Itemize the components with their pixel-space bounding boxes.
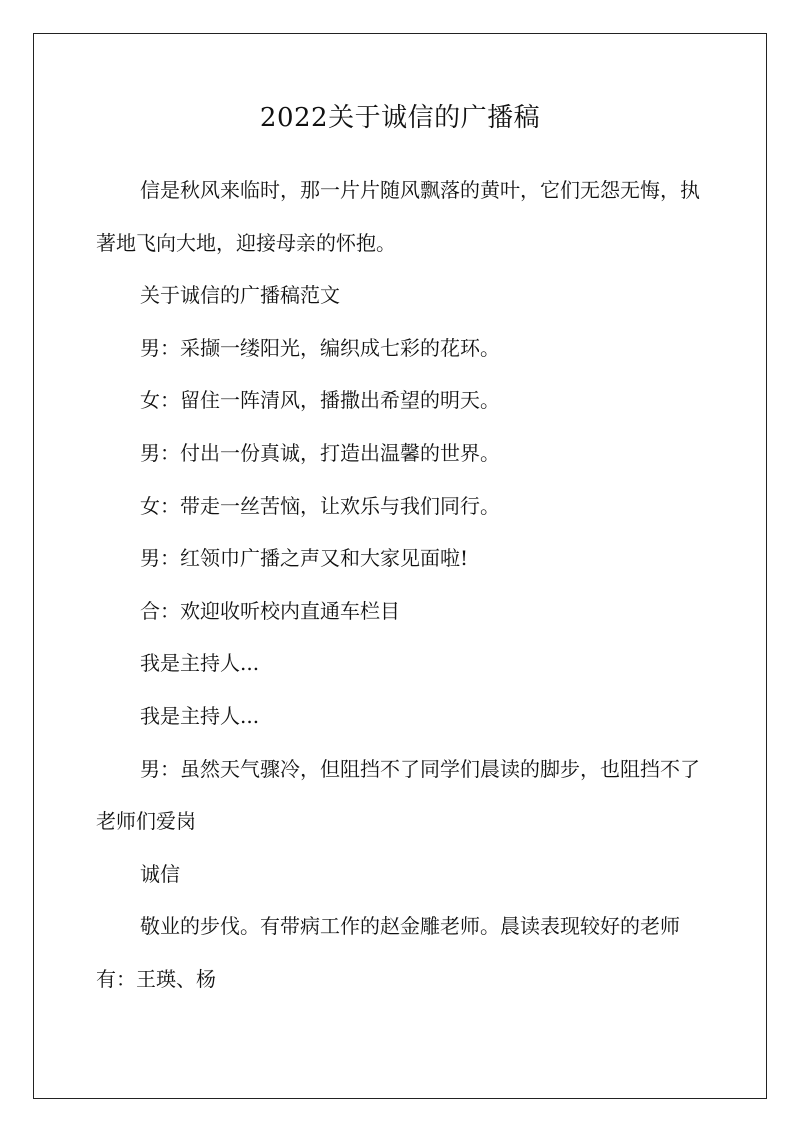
document-body [96, 164, 716, 1006]
paragraph: 男：付出一份真诚，打造出温馨的世界。 [140, 440, 500, 465]
paragraph: 合：欢迎收听校内直通车栏目 [140, 598, 400, 623]
paragraph: 信是秋风来临时，那一片片随风飘落的黄叶，它们无怨无悔，执著地飞向大地，迎接母亲的怀抱。 [96, 178, 700, 255]
paragraph: 诚信 [140, 861, 180, 886]
paragraph: 男：红领巾广播之声又和大家见面啦! [140, 546, 469, 571]
paragraph: 敬业的步伐。有带病工作的赵金雕老师。晨读表现较好的老师有：王瑛、杨 [96, 914, 680, 991]
paragraph: 女：带走一丝苦恼，让欢乐与我们同行。 [140, 493, 500, 518]
paragraph: 男：虽然天气骤冷，但阻挡不了同学们晨读的脚步，也阻挡不了老师们爱岗 [96, 756, 700, 834]
paragraph: 我是主持人... [140, 651, 260, 676]
paragraph: 男：采撷一缕阳光，编织成七彩的花环。 [140, 335, 500, 360]
document-title: 2022关于诚信的广播稿 [259, 103, 541, 133]
paragraph: 我是主持人... [140, 703, 260, 728]
paragraph: 女：留住一阵清风，播撒出希望的明天。 [140, 388, 500, 413]
paragraph: 关于诚信的广播稿范文 [140, 283, 340, 308]
